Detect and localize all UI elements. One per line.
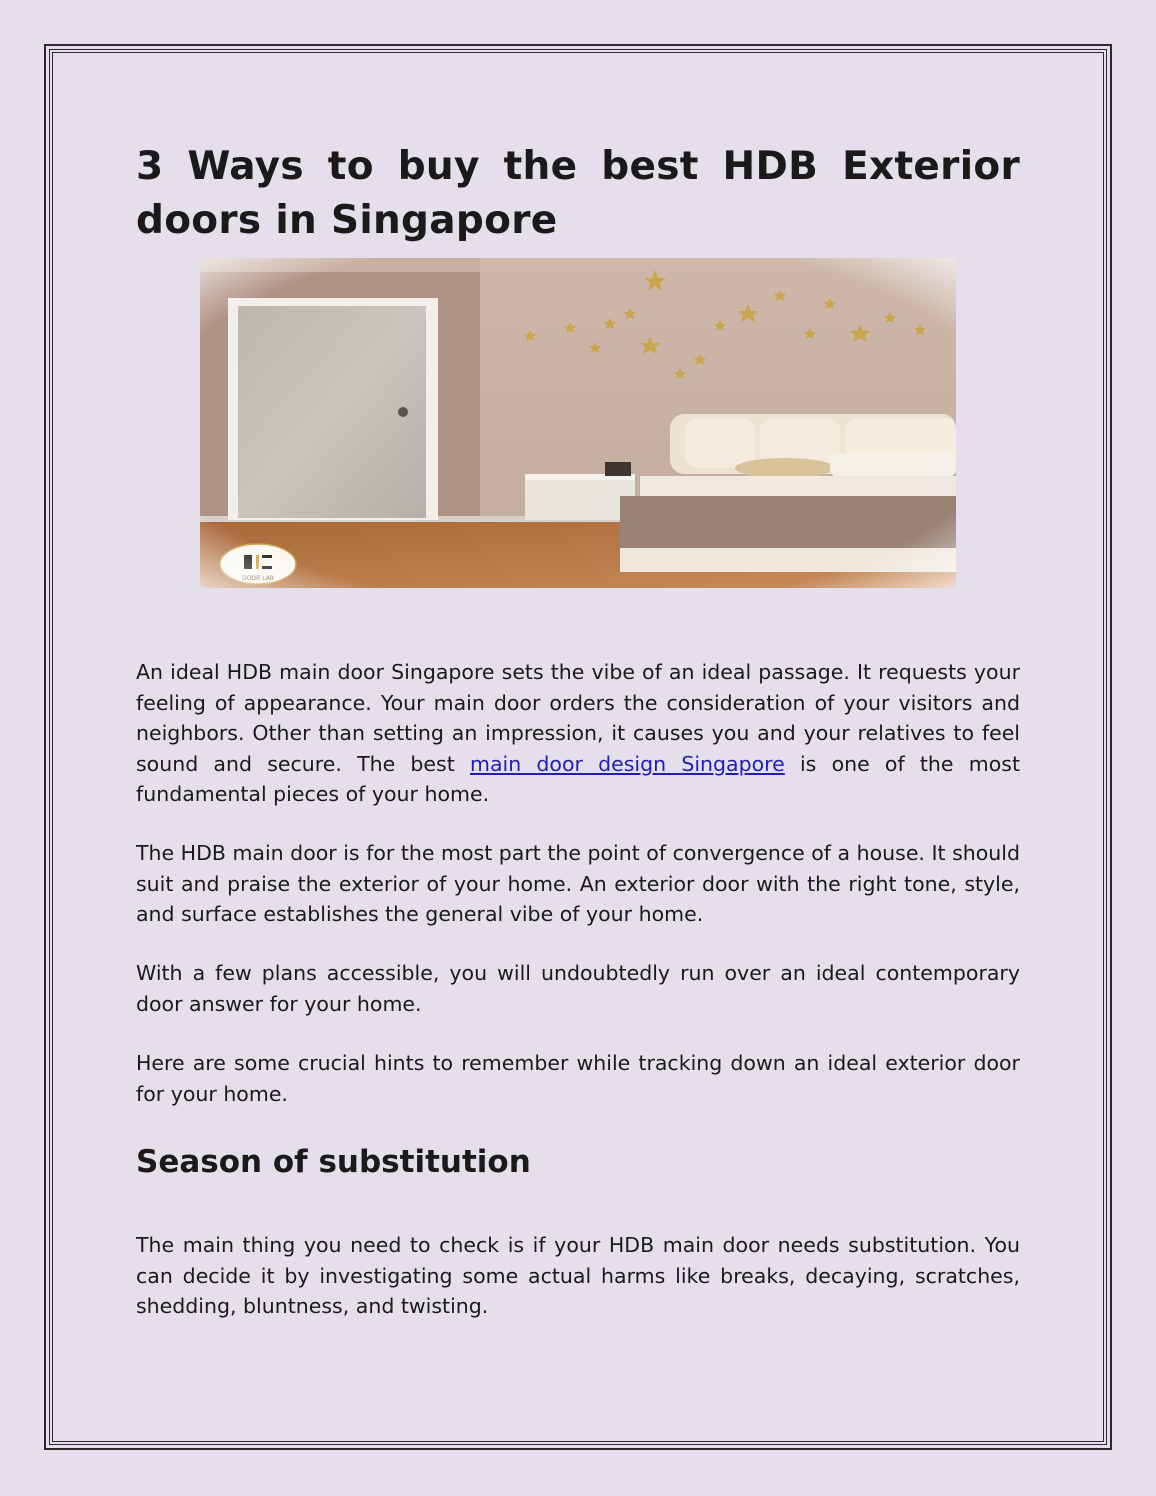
paragraph-5: The main thing you need to check is if your HDB main door needs substitution. You can decide it by investigating some actual harms like breaks, decaying, scratches, shedding, bluntness, and twisting. xyxy=(136,1233,1020,1318)
paragraph-4: Here are some crucial hints to remember while tracking down an ideal exterior door for your home. xyxy=(136,1051,1020,1106)
section-heading: Season of substitution xyxy=(136,1144,531,1180)
title-block xyxy=(136,140,1020,248)
paragraph-1-text-end: is one of the most fundamental pieces of your home. xyxy=(136,751,1020,806)
paragraph-1 xyxy=(136,657,1020,810)
hero-image xyxy=(200,258,956,588)
main-door-design-link[interactable]: main door design Singapore xyxy=(469,751,785,776)
page-title: 3 Ways to buy the best HDB Exterior doors in Singapore xyxy=(136,144,1020,243)
paragraph-3: With a few plans accessible, you will undoubtedly run over an ideal contemporary door answer for your home. xyxy=(136,961,1020,1016)
paragraph-2: The HDB main door is for the most part the point of convergence of a house. It should suit and praise the exterior of your home. An exterior door with the right tone, style, and surface establishes the general vibe of your home. xyxy=(136,841,1020,926)
paragraph-1-text: An ideal HDB main door Singapore sets the vibe of an ideal passage. It requests your feeling of appearance. Your main door orders the consideration of your visitors and neighbors. Other than setting an impression, it causes you and your relatives to feel sound and secure. The best xyxy=(136,660,1020,776)
